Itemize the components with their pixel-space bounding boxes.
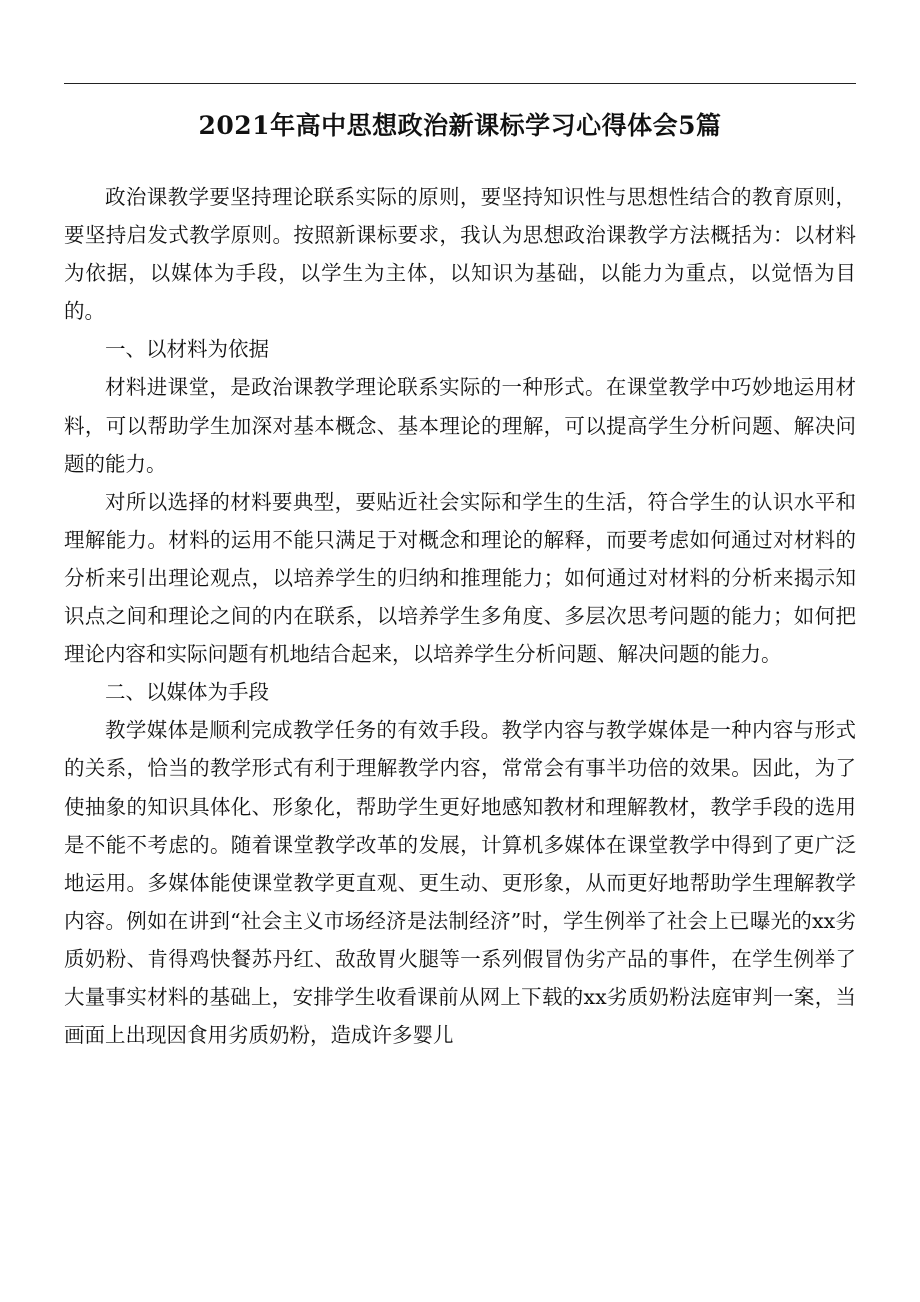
paragraph-materials-1: 材料进课堂，是政治课教学理论联系实际的一种形式。在课堂教学中巧妙地运用材料，可以帮助学生加深对基本概念、基本理论的理解，可以提高学生分析问题、解决问题的能力。 (64, 375, 856, 476)
section-heading-media: 二、以媒体为手段 (105, 680, 269, 705)
document-body (64, 178, 856, 1054)
document-title: 2021年高中思想政治新课标学习心得体会5篇 (198, 110, 722, 140)
paragraph-intro: 政治课教学要坚持理论联系实际的原则，要坚持知识性与思想性结合的教育原则，要坚持启发式教学原则。按照新课标要求，我认为思想政治课教学方法概括为：以材料为依据，以媒体为手段，以学生为主体，以知识为基础，以能力为重点，以觉悟为目的。 (64, 185, 856, 324)
section-heading-materials: 一、以材料为依据 (105, 337, 269, 362)
header-rule (64, 83, 856, 84)
paragraph-media-1: 教学媒体是顺利完成教学任务的有效手段。教学内容与教学媒体是一种内容与形式的关系，恰当的教学形式有利于理解教学内容，常常会有事半功倍的效果。因此，为了使抽象的知识具体化、形象化，帮助学生更好地感知教材和理解教材，教学手段的选用是不能不考虑的。随着课堂教学改革的发展，计算机多媒体在课堂教学中得到了更广泛地运用。多媒体能使课堂教学更直观、更生动、更形象，从而更好地帮助学生理解教学内容。例如在讲到“社会主义市场经济是法制经济”时，学生例举了社会上已曝光的xx劣质奶粉、肯得鸡快餐苏丹红、敌敌胃火腿等一系列假冒伪劣产品的事件，在学生例举了大量事实材料的基础上，安排学生收看课前从网上下载的xx劣质奶粉法庭审判一案，当画面上出现因食用劣质奶粉，造成许多婴儿 (64, 718, 856, 1048)
paragraph-materials-2: 对所以选择的材料要典型，要贴近社会实际和学生的生活，符合学生的认识水平和理解能力。材料的运用不能只满足于对概念和理论的解释，而要考虑如何通过对材料的分析来引出理论观点，以培养学生的归纳和推理能力；如何通过对材料的分析来揭示知识点之间和理论之间的内在联系，以培养学生多角度、多层次思考问题的能力；如何把理论内容和实际问题有机地结合起来，以培养学生分析问题、解决问题的能力。 (64, 489, 856, 667)
